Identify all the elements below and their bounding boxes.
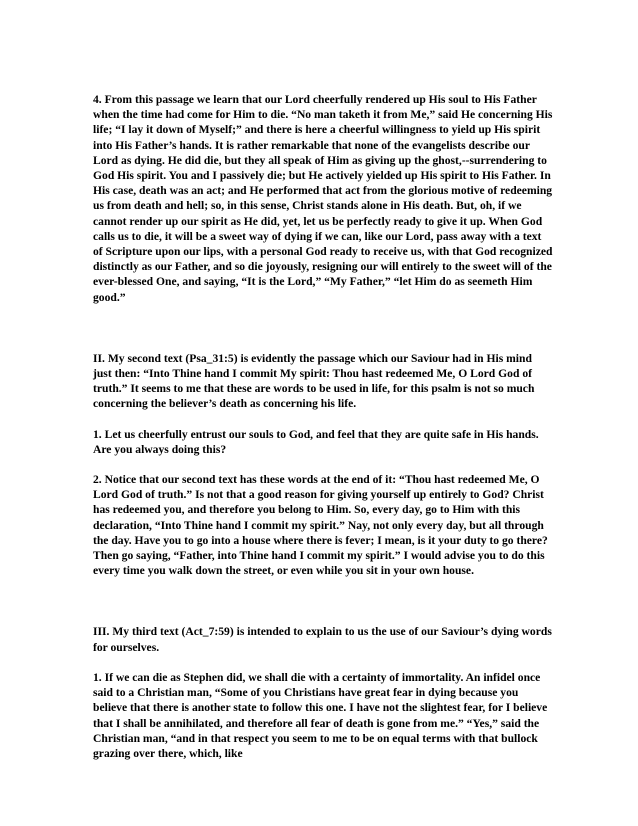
section-gap <box>93 305 553 351</box>
paragraph-section-3-intro: III. My third text (Act_7:59) is intended to explain to us the use of our Saviour’s dying words for ourselves. <box>93 625 552 654</box>
paragraph-point-4: 4. From this passage we learn that our Lord cheerfully rendered up His soul to His Father when the time had come for Him to die. “No man taketh it from Me,” said He concerning His life; “I lay it down of Myself;” and there is here a cheerful willingness to yield up His spirit into His Father’s hands. It is rather remarkable that none of the evangelists describe our Lord as dying. He did die, but they all speak of Him as giving up the ghost,--surrendering to God His spirit. You and I passively die; but He actively yielded up His spirit to His Father. In His case, death was an act; and He performed that act from the glorious motive of redeeming us from death and hell; so, in this sense, Christ stands alone in His death. But, oh, if we cannot render up our spirit as He did, yet, let us be perfectly ready to give it up. When God calls us to die, it will be a sweet way of dying if we can, like our Lord, pass away with a text of Scripture upon our lips, with a personal God ready to receive us, with that God recognized distinctly as our Father, and so die joyously, resigning our will entirely to the sweet will of the ever-blessed One, and saying, “It is the Lord,” “My Father,” “let Him do as seemeth Him good.” <box>93 93 553 304</box>
paragraph-gap <box>93 457 553 472</box>
paragraph-section-2-intro: II. My second text (Psa_31:5) is evidently the passage which our Saviour had in His mind just then: “Into Thine hand I commit My spirit: Thou hast redeemed Me, O Lord God of truth.” It seems to me that these are words to be used in life, for this psalm is not so much concerning the believer’s death as concerning his life. <box>93 351 535 411</box>
paragraph-section-2-point-2: 2. Notice that our second text has these words at the end of it: “Thou hast redeemed Me, O Lord God of truth.” Is not that a good reason for giving yourself up entirely to God? Christ has redeemed you, and therefore you belong to Him. So, every day, go to Him with this declaration, “Into Thine hand I commit my spirit.” Nay, not only every day, but all through the day. Have you to go into a house where there is fever; I mean, is it your duty to go there? Then go saying, “Father, into Thine hand I commit my spirit.” I would advise you to do this every time you walk down the street, or even while you sit in your own house. <box>93 473 548 578</box>
paragraph-section-3-point-1: 1. If we can die as Stephen did, we shall die with a certainty of immortality. An infidel once said to a Christian man, “Some of you Christians have great fear in dying because you believe that there is another state to follow this one. I have not the slightest fear, for I believe that I shall be annihilated, and therefore all fear of death is gone from me.” “Yes,” said the Christian man, “and in that respect you seem to me to be on equal terms with that bullock grazing over there, which, like <box>93 670 548 760</box>
section-gap <box>93 578 553 624</box>
document-page <box>93 92 553 761</box>
paragraph-gap <box>93 655 553 670</box>
paragraph-section-2-point-1: 1. Let us cheerfully entrust our souls to God, and feel that they are quite safe in His hands. Are you always doing this? <box>93 427 539 456</box>
paragraph-gap <box>93 412 553 427</box>
